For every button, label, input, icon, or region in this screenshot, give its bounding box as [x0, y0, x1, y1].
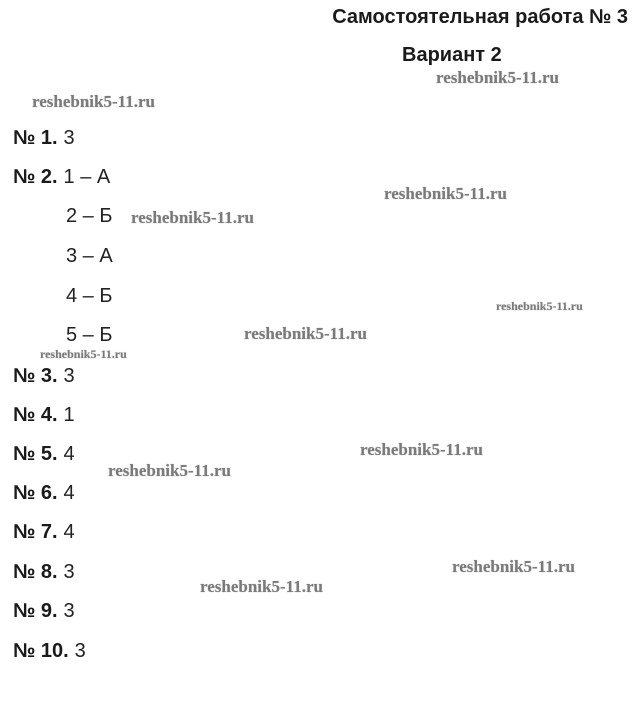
answer-value: 3	[63, 600, 75, 622]
answer-value: 1	[63, 404, 75, 426]
answer-value: 4	[63, 443, 75, 465]
answer-label: № 8.	[13, 561, 58, 583]
answer-row-4	[13, 403, 75, 427]
answer-row-9	[13, 599, 75, 623]
answer-row-6	[13, 481, 75, 505]
answer-label: № 7.	[13, 521, 58, 543]
answer-label: № 6.	[13, 482, 58, 504]
watermark: reshebnik5-11.ru	[360, 440, 483, 459]
watermark: reshebnik5-11.ru	[436, 68, 559, 87]
sub-answer-2: 2 – Б	[66, 205, 113, 227]
watermark: reshebnik5-11.ru	[32, 92, 155, 111]
answer-label: № 4.	[13, 404, 58, 426]
answer-value: 1 – А	[63, 166, 111, 188]
watermark: reshebnik5-11.ru	[384, 184, 507, 203]
answer-row-10	[13, 639, 86, 663]
answer-row-5	[13, 442, 75, 466]
answer-label: № 9.	[13, 600, 58, 622]
variant-heading: Вариант 2	[402, 44, 502, 66]
answer-value: 3	[74, 640, 86, 662]
sub-answer-5: 5 – Б	[66, 324, 113, 346]
answer-value: 3	[63, 365, 75, 387]
answer-label: № 5.	[13, 443, 58, 465]
answer-value: 4	[63, 482, 75, 504]
answer-row-2	[13, 165, 110, 189]
watermark: reshebnik5-11.ru	[452, 557, 575, 576]
watermark: reshebnik5-11.ru	[200, 577, 323, 596]
watermark: reshebnik5-11.ru	[131, 208, 254, 227]
answer-row-8	[13, 560, 75, 584]
answer-value: 4	[63, 521, 75, 543]
page-title: Самостоятельная работа № 3	[332, 6, 628, 28]
watermark: reshebnik5-11.ru	[244, 324, 367, 343]
sub-answer-4: 4 – Б	[66, 285, 113, 307]
answer-label: № 1.	[13, 127, 58, 149]
answer-row-7	[13, 520, 75, 544]
answer-label: № 2.	[13, 166, 58, 188]
answer-label: № 3.	[13, 365, 58, 387]
sub-answer-3: 3 – А	[66, 245, 113, 267]
answer-value: 3	[63, 127, 75, 149]
answer-row-3	[13, 364, 75, 388]
answer-value: 3	[63, 561, 75, 583]
watermark: reshebnik5-11.ru	[108, 461, 231, 480]
answer-label: № 10.	[13, 640, 69, 662]
watermark: reshebnik5-11.ru	[40, 347, 127, 361]
answer-row-1	[13, 126, 75, 150]
watermark: reshebnik5-11.ru	[496, 299, 583, 313]
